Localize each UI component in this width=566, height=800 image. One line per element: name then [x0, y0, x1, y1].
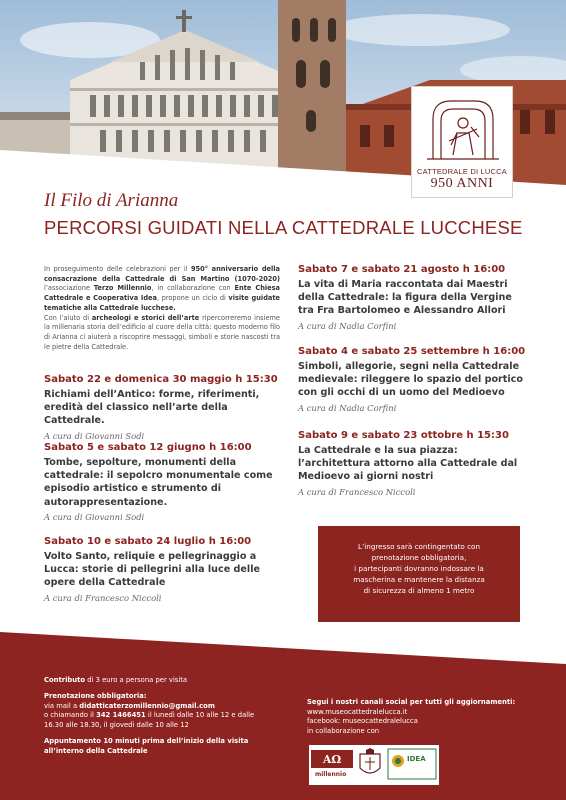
contribution-text: di 3 euro a persona per visita [85, 676, 188, 684]
event-description: Richiami dell’Antico: forme, riferimenti, eredità del classico nell’arte della Cattedrale. [44, 389, 260, 427]
website-link[interactable]: www.museocattedralelucca.it [307, 707, 408, 716]
cathedral-logo [411, 86, 513, 198]
logo-text-bottom: 950 ANNI [430, 176, 494, 191]
diocese-crest-icon [356, 748, 384, 780]
event-block [44, 373, 280, 441]
safety-notice [318, 526, 520, 622]
social-info [307, 698, 537, 736]
intro-bold-part: 950° anniversario della consacrazione della Cattedrale di San Martino (1070-2020) [44, 265, 280, 283]
event-description: Simboli, allegorie, segni nella Cattedrale medievale: rileggere lo spazio del portico con gli occhi di un uomo del Medioevo [298, 361, 523, 399]
event-block [298, 345, 530, 413]
partner-1-label: millennio [315, 771, 347, 778]
intro-text-part: Con l’aiuto di [44, 313, 90, 322]
event-date: Sabato 22 e domenica 30 maggio h 15:30 [44, 374, 278, 385]
intro-bold-part: Terzo Millennio [93, 284, 152, 293]
logo-emblem-icon [413, 89, 513, 169]
event-date: Sabato 5 e sabato 12 giugno h 16:00 [44, 442, 252, 453]
event-description: Volto Santo, reliquie e pellegrinaggio a Lucca: storie di pellegrini alla luce delle opere della Cattedrale [44, 551, 260, 589]
booking-label: Prenotazione obbligatoria: [44, 692, 147, 700]
notice-line: prenotazione obbligatoria, [371, 553, 467, 562]
intro-bold-part: archeologi e storici dell’arte [91, 313, 200, 322]
intro-text-part: In proseguimento delle celebrazioni per il [44, 265, 188, 273]
intro-bold-part: Ente Chiesa Cattedrale e Cooperativa Idea [44, 284, 280, 303]
page-subtitle: Il Filo di Arianna [44, 190, 179, 211]
svg-text:AΩ: AΩ [322, 753, 342, 766]
event-description: La vita di Maria raccontata dai Maestri della Cattedrale: la figura della Vergine tra Fra Bartolomeo e Alessandro Allori [298, 279, 512, 317]
booking-phone-link[interactable]: 342 1466451 [96, 711, 146, 720]
event-block [44, 441, 280, 522]
intro-text [44, 265, 280, 352]
event-description: La Cattedrale e la sua piazza: l’architettura attorno alla Cattedrale dal Medioevo ai giorni nostri [298, 445, 518, 483]
event-date: Sabato 9 e sabato 23 ottobre h 15:30 [298, 430, 509, 441]
social-heading: Segui i nostri canali social per tutti gli aggiornamenti: [307, 698, 516, 706]
contribution-info [44, 676, 187, 686]
intro-bold-part: visite guidate tematiche alla Cattedrale lucchese. [44, 294, 280, 312]
event-date: Sabato 7 e sabato 21 agosto h 16:00 [298, 264, 506, 275]
booking-email-link[interactable]: didatticaterzomillennio@gmail.com [79, 701, 215, 710]
appointment-note: Appuntamento 10 minuti prima dell’inizio della visita all’interno della Cattedrale [44, 737, 249, 755]
event-block [298, 429, 530, 497]
event-curator: A cura di Nadia Corfini [298, 402, 397, 413]
notice-line: i partecipanti dovranno indossare la [354, 564, 484, 573]
cooperativa-idea-logo-icon [387, 748, 437, 780]
event-block [298, 263, 530, 331]
event-date: Sabato 4 e sabato 25 settembre h 16:00 [298, 346, 526, 357]
event-description: Tombe, sepolture, monumenti della cattedrale: il sepolcro monumentale come episodio artistico e strumento di autorappresentazione. [44, 457, 273, 508]
facebook-link[interactable]: facebook: museocattedralelucca [307, 717, 418, 726]
event-curator: A cura di Giovanni Sodi [44, 430, 145, 441]
page-title: PERCORSI GUIDATI NELLA CATTEDRALE LUCCHESE [44, 217, 523, 238]
notice-line: mascherina e mantenere la distanza [353, 575, 485, 584]
event-curator: A cura di Giovanni Sodi [44, 511, 145, 522]
intro-text-part: , in collaborazione con [151, 284, 231, 293]
contribution-label: Contributo [44, 676, 86, 684]
partner-3-label: IDEA [407, 755, 426, 763]
collaboration-label: in collaborazione con [307, 726, 380, 735]
logo-text-top: CATTEDRALE DI LUCCA [417, 167, 507, 176]
event-block [44, 535, 280, 603]
event-curator: A cura di Nadia Corfini [298, 320, 397, 331]
notice-line: L’ingresso sarà contingentato con [357, 542, 481, 551]
booking-mail-prefix: via mail a [44, 701, 80, 710]
notice-line: di sicurezza di almeno 1 metro [363, 586, 475, 595]
booking-hours: il lunedì dalle 10 alle 12 e dalle 16.30 alle 18.30, il giovedì dalle 10 alle 12 [44, 711, 255, 729]
booking-phone-prefix: o chiamando il [44, 711, 97, 720]
intro-text-part: l’associazione [44, 284, 90, 293]
intro-text-part: ripercorreremo insieme la millenaria storia dell’edificio al cuore della città: questo moderno filo di Arianna ci aiuterà a riscoprire messaggi, simboli e storie nascosti tra le pietre della Cattedrale. [44, 313, 280, 351]
event-curator: A cura di Francesco Niccoli [44, 592, 162, 603]
partner-logos [309, 745, 439, 785]
event-date: Sabato 10 e sabato 24 luglio h 16:00 [44, 536, 252, 547]
intro-text-part: , propone un ciclo di [156, 294, 226, 303]
event-curator: A cura di Francesco Niccoli [298, 486, 416, 497]
booking-info [44, 692, 264, 730]
